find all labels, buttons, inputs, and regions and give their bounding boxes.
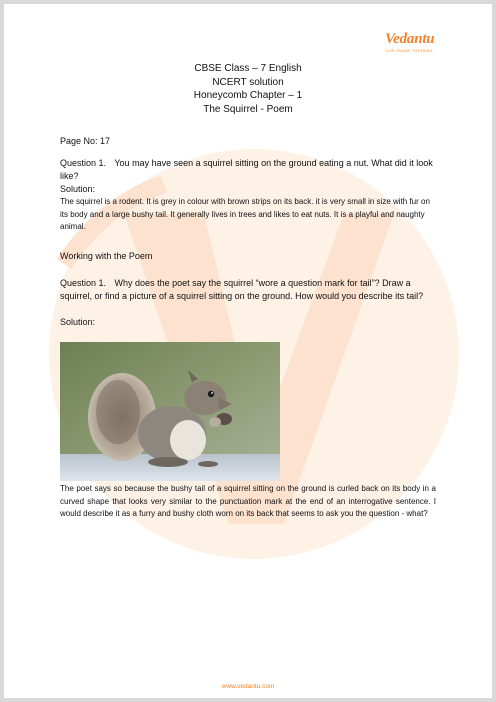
squirrel-photo (60, 342, 280, 481)
header-title: The Squirrel - Poem (203, 103, 293, 115)
question-2-text: Why does the poet say the squirrel “wore a question mark for tail”? Draw a squirrel, or find a picture of a squirrel sitting on the ground. How would you describe its tail? (60, 278, 424, 301)
question-1 (60, 157, 436, 183)
header-class: CBSE Class – 7 English (194, 63, 302, 74)
question-2 (60, 277, 436, 303)
vedantu-logo (385, 31, 449, 55)
question-1-answer: The squirrel is a rodent. It is grey in colour with brown strips on its back. it is very small in size with fur on its body and a large bushy tail. It generally lives in trees and likes to eat nuts. It is a playful and naughty animal. (60, 197, 430, 231)
document-page (4, 4, 492, 698)
question-1-solution-label: Solution: (60, 184, 96, 194)
logo-tagline: LIVE ONLINE TUTORING (386, 49, 433, 53)
document-header (4, 62, 492, 116)
section-title: Working with the Poem (60, 251, 153, 261)
header-subject: NCERT solution (212, 76, 284, 88)
question-1-number: Question 1. (60, 158, 107, 168)
question-2-solution-label: Solution: (60, 317, 96, 327)
page-number: Page No: 17 (60, 136, 111, 146)
question-1-text: You may have seen a squirrel sitting on the ground eating a nut. What did it look like? (60, 158, 433, 181)
question-2-number: Question 1. (60, 278, 107, 288)
question-2-answer: The poet says so because the bushy tail of a squirrel sitting on the ground is curled back on its body in a curved shape that looks very similar to the punctuation mark at the end of an interrogative sentence. I would describe it as a furry and bushy cloth worn on its back that seems to ask you the question - what? (60, 484, 436, 518)
header-chapter: Honeycomb Chapter – 1 (193, 90, 303, 101)
logo-name: Vedantu (385, 31, 435, 47)
footer-url[interactable]: www.vedantu.com (221, 683, 275, 690)
